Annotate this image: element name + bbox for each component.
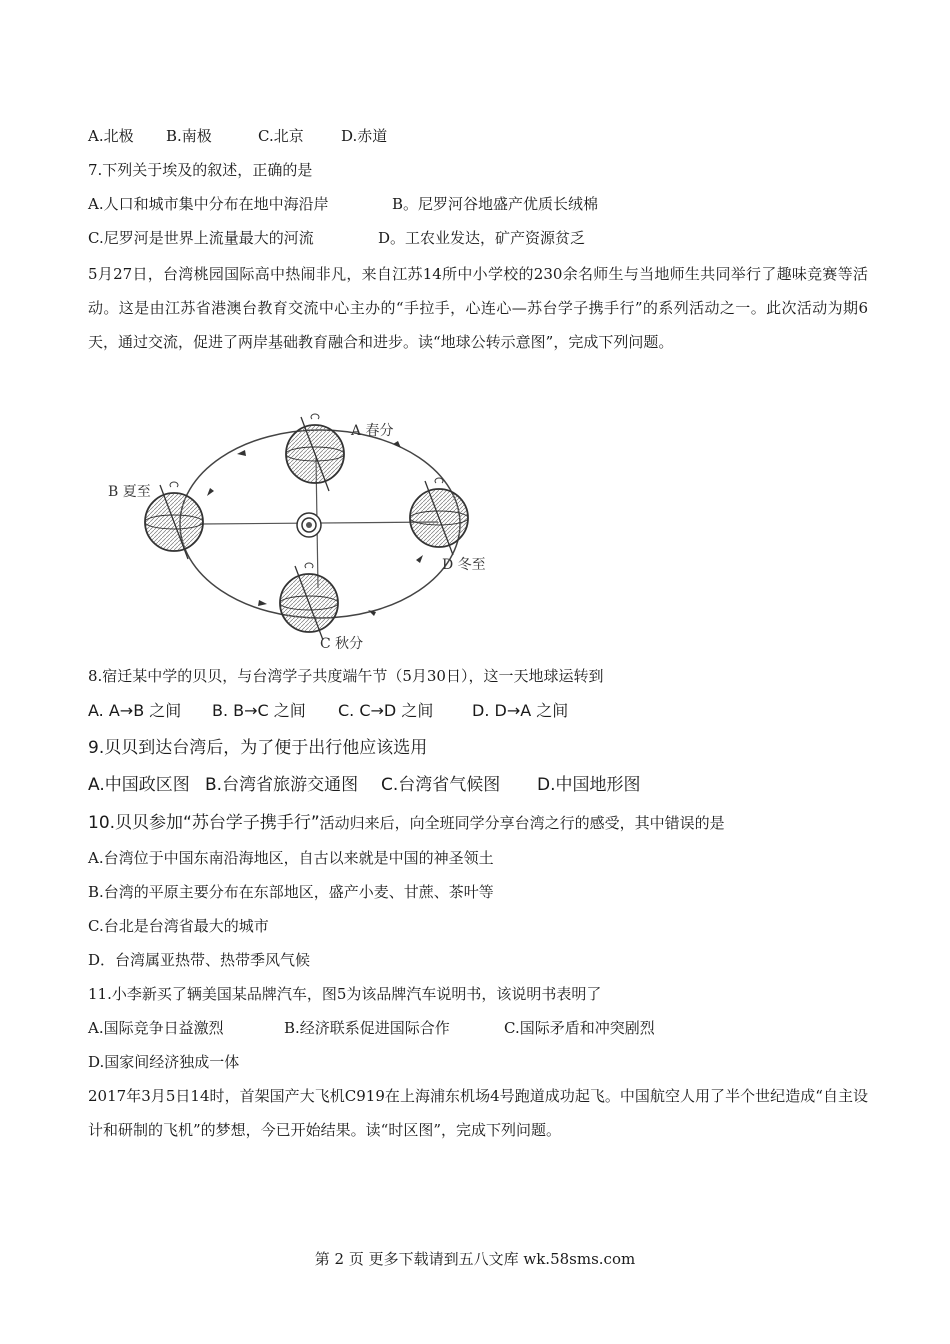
q10-stem-bold: 10.贝贝参加“苏台学子携手行” <box>88 813 320 833</box>
q9-stem: 9.贝贝到达台湾后，为了便于出行他应该选用 <box>88 738 428 758</box>
q11-stem: 11.小李新买了辆美国某品牌汽车，图5为该品牌汽车说明书，该说明书表明了 <box>88 985 602 1003</box>
q8-option-a: A. A→B 之间 <box>88 701 182 720</box>
q9-option-c: C.台湾省气候图 <box>381 775 501 795</box>
orbit-arrow-icon <box>416 555 423 563</box>
earth-b <box>145 482 203 559</box>
earth-d <box>410 478 468 555</box>
q10-option-a: A.台湾位于中国东南沿海地区，自古以来就是中国的神圣领土 <box>88 849 494 867</box>
q6-options <box>88 126 387 146</box>
q10-option-c: C.台北是台湾省最大的城市 <box>88 917 269 935</box>
q6-option-a: A.北极 <box>88 127 134 145</box>
q11-option-b: B.经济联系促进国际合作 <box>284 1019 450 1037</box>
q6-option-b: B.南极 <box>166 127 212 145</box>
q9-option-d: D.中国地形图 <box>537 775 641 795</box>
q8-options <box>88 700 568 722</box>
earth-c <box>280 563 338 640</box>
label-b: B 夏至 <box>108 484 151 500</box>
earth-a <box>286 414 344 491</box>
q8-option-d: D. D→A 之间 <box>472 701 569 720</box>
orbit-svg <box>108 398 528 653</box>
passage-taiwan: 5月27日，台湾桃园国际高中热闹非凡，来自江苏14所中小学校的230余名师生与当地师生共同举行了趣味竞赛等活动。这是由江苏省港澳台教育交流中心主办的“手拉手，心连心—苏台学子携手行”的系列活动之一。此次活动为期6天，通过交流，促进了两岸基础教育融合和进步。读“地球公转示意图”，完成下列问题。 <box>88 265 868 351</box>
q11-options-row1 <box>88 1018 655 1038</box>
orbit-arrow-icon <box>258 600 267 606</box>
orbit-arrow-icon <box>237 450 246 456</box>
orbit-arrow-icon <box>393 441 401 448</box>
q7-row2 <box>88 228 585 248</box>
q10-option-b: B.台湾的平原主要分布在东部地区，盛产小麦、甘蔗、茶叶等 <box>88 883 494 901</box>
orbit-arrow-icon <box>207 488 214 496</box>
q7-stem: 7.下列关于埃及的叙述，正确的是 <box>88 161 313 179</box>
page-footer: 第 2 页 更多下载请到五八文库 wk.58sms.com <box>314 1250 636 1268</box>
label-d: D 冬至 <box>442 557 486 573</box>
label-c: C 秋分 <box>320 636 364 652</box>
q7-row1 <box>88 194 598 214</box>
q7-option-a: A.人口和城市集中分布在地中海沿岸 <box>88 195 329 213</box>
q7-option-c: C.尼罗河是世界上流量最大的河流 <box>88 229 314 247</box>
sun-icon <box>297 513 321 537</box>
q9-option-a: A.中国政区图 <box>88 775 190 795</box>
q7-option-d: D。工农业发达，矿产资源贫乏 <box>378 229 586 247</box>
q10-stem <box>88 812 725 834</box>
q8-option-c: C. C→D 之间 <box>338 701 434 720</box>
q9-option-b: B.台湾省旅游交通图 <box>205 775 359 795</box>
q8-option-b: B. B→C 之间 <box>212 701 306 720</box>
q6-option-c: C.北京 <box>258 127 304 145</box>
q6-option-d: D.赤道 <box>341 127 388 145</box>
q9-options <box>88 774 641 796</box>
q7-option-b: B。尼罗河谷地盛产优质长绒棉 <box>392 195 599 213</box>
passage-c919: 2017年3月5日14时，首架国产大飞机C919在上海浦东机场4号跑道成功起飞。中国航空人用了半个世纪造成“自主设计和研制的飞机”的梦想，今已开始结果。读“时区图”，完成下列问题。 <box>88 1087 868 1139</box>
label-a: A 春分 <box>351 423 394 439</box>
earth-revolution-diagram <box>108 398 528 653</box>
q10-stem-rest: 活动归来后，向全班同学分享台湾之行的感受，其中错误的是 <box>319 814 725 832</box>
q8-stem: 8.宿迁某中学的贝贝，与台湾学子共度端午节（5月30日），这一天地球运转到 <box>88 667 604 685</box>
q10-option-d: D．台湾属亚热带、热带季风气候 <box>88 951 311 969</box>
q11-option-a: A.国际竞争日益激烈 <box>88 1019 224 1037</box>
q11-option-d: D.国家间经济独成一体 <box>88 1053 240 1071</box>
q11-option-c: C.国际矛盾和冲突剧烈 <box>504 1019 655 1037</box>
